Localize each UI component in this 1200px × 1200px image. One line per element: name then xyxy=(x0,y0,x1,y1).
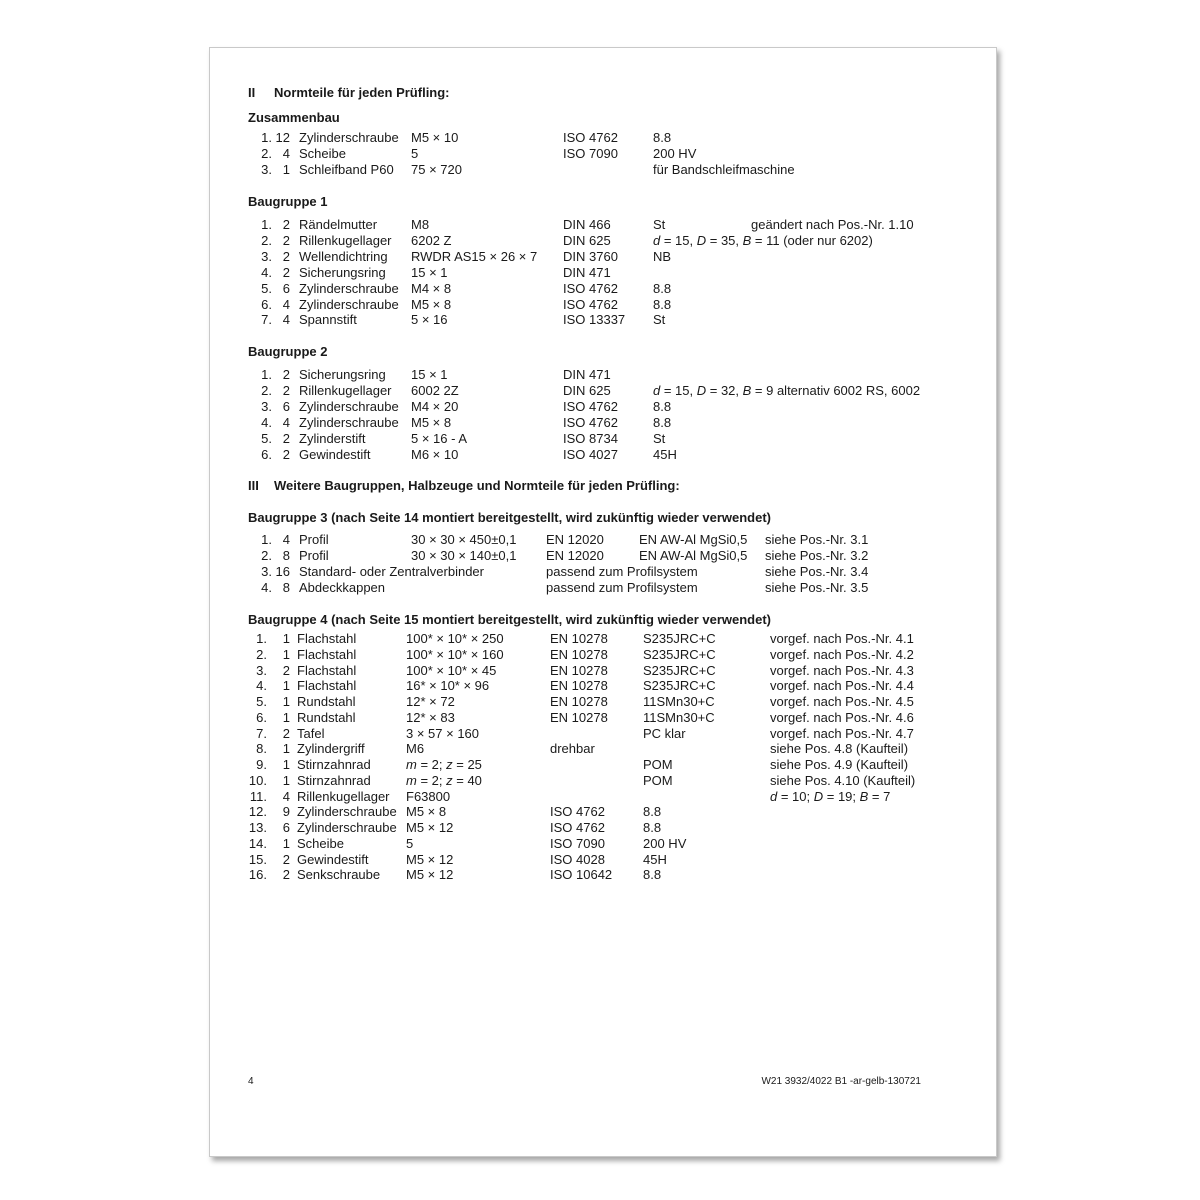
cell-pos: 6. xyxy=(261,296,272,312)
cell-norm: ISO 8734 xyxy=(563,430,618,446)
cell-dim: 15 × 1 xyxy=(411,264,448,280)
cell-qty: 4 xyxy=(282,296,290,312)
cell-name: Tafel xyxy=(297,725,325,741)
baugruppe4-row xyxy=(210,726,996,742)
cell-note: vorgef. nach Pos.-Nr. 4.5 xyxy=(770,694,914,709)
cell-dim: 5 xyxy=(406,835,414,851)
cell-note: d = 10; D = 19; B = 7 xyxy=(770,788,891,804)
cell-norm: EN 10278 xyxy=(550,631,608,646)
cell-name: Zylinderschraube xyxy=(299,130,399,145)
cell-dim: M8 xyxy=(411,217,430,232)
cell-pos: 7. xyxy=(261,312,272,328)
cell-qty: 1 xyxy=(282,741,290,757)
cell-qty: 1 xyxy=(282,646,290,662)
cell-norm: ISO 13337 xyxy=(563,312,626,328)
cell-pos: 10. xyxy=(248,772,267,788)
cell-dim: 30 × 30 × 450±0,1 xyxy=(411,532,517,547)
baugruppe4-row xyxy=(210,710,996,726)
cell-material: 8.8 xyxy=(643,867,662,883)
cell-dim: F63800 xyxy=(406,788,451,804)
baugruppe4-row xyxy=(210,867,996,883)
cell-dim: 5 × 16 - A xyxy=(411,430,468,446)
cell-material: NB xyxy=(653,248,672,264)
cell-material: PC klar xyxy=(643,725,686,741)
cell-dim: M5 × 8 xyxy=(411,414,452,430)
cell-dim: 30 × 30 × 140±0,1 xyxy=(411,547,517,563)
cell-pos: 11. xyxy=(249,788,267,804)
baugruppe4-row xyxy=(210,678,996,694)
baugruppe4-row xyxy=(210,820,996,836)
cell-material: 200 HV xyxy=(643,835,687,851)
cell-dim: M4 × 20 xyxy=(411,398,459,414)
cell-pos: 1. xyxy=(261,532,272,547)
cell-dim: M4 × 8 xyxy=(411,280,452,296)
cell-qty: 2 xyxy=(282,217,290,232)
cell-qty: 12 xyxy=(275,130,290,145)
cell-pos: 3. xyxy=(261,398,272,414)
cell-material: St xyxy=(653,430,666,446)
cell-name: Zylinderschraube xyxy=(297,804,397,820)
cell-qty: 1 xyxy=(282,757,290,772)
cell-qty: 2 xyxy=(282,430,290,446)
cell-qty: 2 xyxy=(282,367,290,382)
cell-pos: 6. xyxy=(261,446,272,462)
baugruppe4-row xyxy=(210,647,996,663)
cell-name: Rundstahl xyxy=(297,694,356,709)
cell-name: Zylinderschraube xyxy=(299,414,399,430)
baugruppe4-row xyxy=(210,804,996,820)
cell-name: Zylinderstift xyxy=(299,430,366,446)
cell-pos: 1. xyxy=(261,130,272,145)
cell-qty: 8 xyxy=(282,547,290,563)
cell-norm: EN 10278 xyxy=(550,678,608,694)
cell-qty: 4 xyxy=(282,532,290,547)
cell-material: 8.8 xyxy=(653,398,672,414)
cell-note: siehe Pos. 4.9 (Kaufteil) xyxy=(770,757,909,772)
cell-dim: 15 × 1 xyxy=(411,367,448,382)
cell-norm: EN 10278 xyxy=(550,646,608,662)
cell-material: POM xyxy=(643,757,673,772)
baugruppe1-row xyxy=(210,233,996,249)
cell-norm: DIN 625 xyxy=(563,232,611,248)
cell-norm: EN 12020 xyxy=(546,547,604,563)
cell-dim: 16* × 10* × 96 xyxy=(406,678,490,694)
cell-norm: ISO 7090 xyxy=(563,146,618,161)
cell-norm: DIN 471 xyxy=(563,367,611,382)
cell-qty: 2 xyxy=(282,264,290,280)
cell-material: für Bandschleifmaschine xyxy=(653,162,795,177)
cell-name: Sicherungsring xyxy=(299,264,386,280)
cell-pos: 2. xyxy=(261,232,272,248)
baugruppe2-row xyxy=(210,367,996,383)
cell-name: Gewindestift xyxy=(297,851,369,867)
cell-material: 8.8 xyxy=(653,296,672,312)
cell-note: siehe Pos. 4.10 (Kaufteil) xyxy=(770,772,916,788)
cell-name: Zylinderschraube xyxy=(297,820,397,835)
document-code: W21 3932/4022 B1 -ar-gelb-130721 xyxy=(761,1076,921,1087)
cell-name: Rillenkugellager xyxy=(299,382,392,398)
cell-dim: 75 × 720 xyxy=(411,162,462,177)
cell-material: 8.8 xyxy=(643,820,662,835)
cell-norm: DIN 471 xyxy=(563,264,611,280)
cell-qty: 4 xyxy=(282,414,290,430)
cell-material: 8.8 xyxy=(653,130,672,145)
cell-dim: RWDR AS15 × 26 × 7 xyxy=(411,248,538,264)
cell-material: d = 15, D = 35, B = 11 (oder nur 6202) xyxy=(653,232,873,248)
cell-name: Zylinderschraube xyxy=(299,398,399,414)
baugruppe4-row xyxy=(210,773,996,789)
cell-name: Rändelmutter xyxy=(299,217,378,232)
cell-material: 8.8 xyxy=(643,804,662,820)
cell-note: vorgef. nach Pos.-Nr. 4.2 xyxy=(770,646,914,662)
cell-norm: drehbar xyxy=(550,741,595,757)
cell-dim: 5 xyxy=(411,146,419,161)
cell-qty: 1 xyxy=(282,694,290,709)
cell-material: 200 HV xyxy=(653,146,697,161)
cell-material: S235JRC+C xyxy=(643,678,716,694)
cell-name: Scheibe xyxy=(299,146,346,161)
cell-dim: 5 × 16 xyxy=(411,312,448,328)
cell-qty: 16 xyxy=(275,563,290,579)
cell-material: 11SMn30+C xyxy=(643,709,715,725)
cell-name: Profil xyxy=(299,547,329,563)
cell-qty: 6 xyxy=(282,398,290,414)
baugruppe4-row xyxy=(210,836,996,852)
cell-note: geändert nach Pos.-Nr. 1.10 xyxy=(751,217,914,232)
cell-name: Flachstahl xyxy=(297,662,357,678)
cell-norm: ISO 4762 xyxy=(563,398,618,414)
cell-dim: 100* × 10* × 45 xyxy=(406,662,497,678)
cell-material: POM xyxy=(643,772,673,788)
section-heading-3: III Weitere Baugruppen, Halbzeuge und Normteile für jeden Prüfling: xyxy=(248,478,680,493)
cell-qty: 2 xyxy=(282,382,290,398)
baugruppe1-row xyxy=(210,281,996,297)
cell-material: St xyxy=(653,312,666,328)
cell-pos: 7. xyxy=(256,725,267,741)
cell-qty: 6 xyxy=(282,280,290,296)
cell-qty: 1 xyxy=(282,709,290,725)
cell-norm: ISO 4762 xyxy=(563,130,618,145)
cell-name: Schleifband P60 xyxy=(299,162,394,177)
baugruppe3-row xyxy=(210,548,996,564)
baugruppe4-row xyxy=(210,852,996,868)
cell-name: Wellendichtring xyxy=(299,248,388,264)
cell-name: Stirnzahnrad xyxy=(297,757,371,772)
cell-norm: ISO 4028 xyxy=(550,851,605,867)
cell-dim: M5 × 12 xyxy=(406,851,454,867)
cell-pos: 1. xyxy=(261,217,272,232)
cell-qty: 1 xyxy=(282,772,290,788)
baugruppe2-row xyxy=(210,415,996,431)
cell-qty: 2 xyxy=(282,725,290,741)
cell-dim: M5 × 8 xyxy=(411,296,452,312)
cell-qty: 4 xyxy=(282,146,290,161)
cell-pos: 4. xyxy=(261,414,272,430)
cell-pos: 3. xyxy=(256,662,267,678)
cell-name: Standard- oder Zentralverbinder xyxy=(299,563,484,579)
cell-norm: ISO 4027 xyxy=(563,446,618,462)
cell-note: siehe Pos. 4.8 (Kaufteil) xyxy=(770,741,909,757)
cell-pos: 2. xyxy=(261,146,272,161)
cell-pos: 12. xyxy=(248,804,267,820)
cell-note: vorgef. nach Pos.-Nr. 4.7 xyxy=(770,725,914,741)
cell-material: S235JRC+C xyxy=(643,646,716,662)
cell-pos: 5. xyxy=(261,280,272,296)
cell-dim: M5 × 10 xyxy=(411,130,459,145)
cell-pos: 2. xyxy=(261,547,272,563)
cell-pos: 1. xyxy=(256,631,267,646)
zusammenbau-heading: Zusammenbau xyxy=(248,110,340,125)
baugruppe3-row xyxy=(210,564,996,580)
cell-pos: 4. xyxy=(261,264,272,280)
cell-material: 11SMn30+C xyxy=(643,694,715,709)
cell-pos: 3. xyxy=(261,563,272,579)
cell-dim: 100* × 10* × 250 xyxy=(406,631,504,646)
cell-qty: 2 xyxy=(282,446,290,462)
cell-material: St xyxy=(653,217,666,232)
cell-name: Flachstahl xyxy=(297,646,357,662)
cell-dim: 3 × 57 × 160 xyxy=(406,725,480,741)
cell-norm: passend zum Profilsystem xyxy=(546,579,698,595)
cell-name: Scheibe xyxy=(297,835,344,851)
cell-name: Rillenkugellager xyxy=(297,788,390,804)
cell-dim: m = 2; z = 25 xyxy=(406,757,482,772)
cell-material: 8.8 xyxy=(653,414,672,430)
page-number: 4 xyxy=(248,1076,254,1087)
cell-note: vorgef. nach Pos.-Nr. 4.4 xyxy=(770,678,914,694)
cell-qty: 2 xyxy=(282,851,290,867)
cell-pos: 5. xyxy=(261,430,272,446)
cell-pos: 3. xyxy=(261,248,272,264)
cell-pos: 16. xyxy=(248,867,267,883)
baugruppe2-heading: Baugruppe 2 xyxy=(248,344,328,359)
cell-qty: 2 xyxy=(282,232,290,248)
cell-material: 45H xyxy=(653,446,677,462)
cell-pos: 2. xyxy=(256,646,267,662)
zusammenbau-row xyxy=(210,146,996,162)
baugruppe1-row xyxy=(210,297,996,313)
document-page xyxy=(209,47,997,1157)
cell-name: Rundstahl xyxy=(297,709,356,725)
cell-dim: m = 2; z = 40 xyxy=(406,772,482,788)
cell-dim: 6002 2Z xyxy=(411,382,459,398)
cell-dim: 6202 Z xyxy=(411,232,452,248)
cell-note: siehe Pos.-Nr. 3.5 xyxy=(765,579,869,595)
cell-norm: ISO 4762 xyxy=(550,804,605,820)
cell-note: siehe Pos.-Nr. 3.1 xyxy=(765,532,869,547)
cell-material: S235JRC+C xyxy=(643,662,716,678)
cell-material: 8.8 xyxy=(653,280,672,296)
cell-material: EN AW-Al MgSi0,5 xyxy=(639,547,748,563)
cell-material: EN AW-Al MgSi0,5 xyxy=(639,532,748,547)
cell-dim: M5 × 8 xyxy=(406,804,447,820)
baugruppe2-row xyxy=(210,383,996,399)
baugruppe1-row xyxy=(210,217,996,233)
baugruppe1-row xyxy=(210,265,996,281)
baugruppe4-row xyxy=(210,694,996,710)
cell-name: Flachstahl xyxy=(297,678,357,694)
baugruppe4-heading: Baugruppe 4 (nach Seite 15 montiert bereitgestellt, wird zukünftig wieder verwendet) xyxy=(248,612,771,627)
baugruppe2-row xyxy=(210,399,996,415)
cell-name: Sicherungsring xyxy=(299,367,386,382)
cell-pos: 4. xyxy=(261,579,272,595)
cell-norm: EN 10278 xyxy=(550,662,608,678)
cell-norm: ISO 10642 xyxy=(550,867,613,883)
cell-pos: 2. xyxy=(261,382,272,398)
cell-note: siehe Pos.-Nr. 3.2 xyxy=(765,547,869,563)
cell-qty: 1 xyxy=(282,678,290,694)
baugruppe3-row xyxy=(210,580,996,596)
cell-material: 45H xyxy=(643,851,667,867)
cell-note: vorgef. nach Pos.-Nr. 4.3 xyxy=(770,662,914,678)
cell-name: Rillenkugellager xyxy=(299,232,392,248)
cell-name: Spannstift xyxy=(299,312,357,328)
zusammenbau-row xyxy=(210,130,996,146)
baugruppe2-row xyxy=(210,431,996,447)
cell-pos: 5. xyxy=(256,694,267,709)
cell-note: vorgef. nach Pos.-Nr. 4.1 xyxy=(770,631,914,646)
baugruppe3-heading: Baugruppe 3 (nach Seite 14 montiert bereitgestellt, wird zukünftig wieder verwendet) xyxy=(248,510,771,525)
baugruppe4-row xyxy=(210,631,996,647)
cell-qty: 4 xyxy=(282,788,290,804)
cell-norm: passend zum Profilsystem xyxy=(546,563,698,579)
cell-qty: 2 xyxy=(282,248,290,264)
cell-dim: M6 xyxy=(406,741,425,757)
cell-norm: EN 12020 xyxy=(546,532,604,547)
cell-name: Zylinderschraube xyxy=(299,296,399,312)
cell-name: Zylindergriff xyxy=(297,741,365,757)
cell-dim: M5 × 12 xyxy=(406,867,454,883)
cell-pos: 4. xyxy=(256,678,267,694)
cell-dim: M5 × 12 xyxy=(406,820,454,835)
cell-qty: 6 xyxy=(282,820,290,835)
baugruppe4-row xyxy=(210,757,996,773)
cell-name: Abdeckkappen xyxy=(299,579,386,595)
baugruppe4-row xyxy=(210,789,996,805)
cell-dim: 12* × 72 xyxy=(406,694,455,709)
cell-pos: 9. xyxy=(256,757,267,772)
cell-norm: EN 10278 xyxy=(550,694,608,709)
cell-qty: 1 xyxy=(282,631,290,646)
cell-dim: 100* × 10* × 160 xyxy=(406,646,504,662)
cell-name: Flachstahl xyxy=(297,631,357,646)
cell-pos: 6. xyxy=(256,709,267,725)
cell-norm: DIN 3760 xyxy=(563,248,618,264)
baugruppe1-heading: Baugruppe 1 xyxy=(248,194,328,209)
baugruppe1-row xyxy=(210,312,996,328)
cell-name: Gewindestift xyxy=(299,446,371,462)
cell-qty: 2 xyxy=(282,867,290,883)
cell-qty: 9 xyxy=(282,804,290,820)
cell-norm: ISO 4762 xyxy=(563,280,618,296)
baugruppe3-row xyxy=(210,532,996,548)
cell-pos: 3. xyxy=(261,162,272,177)
cell-qty: 1 xyxy=(282,162,290,177)
baugruppe1-row xyxy=(210,249,996,265)
cell-qty: 1 xyxy=(282,835,290,851)
cell-pos: 13. xyxy=(248,820,267,835)
baugruppe4-row xyxy=(210,741,996,757)
cell-qty: 8 xyxy=(282,579,290,595)
cell-note: vorgef. nach Pos.-Nr. 4.6 xyxy=(770,709,914,725)
cell-qty: 2 xyxy=(282,662,290,678)
zusammenbau-row xyxy=(210,162,996,178)
cell-name: Profil xyxy=(299,532,329,547)
cell-qty: 4 xyxy=(282,312,290,328)
cell-note: siehe Pos.-Nr. 3.4 xyxy=(765,563,869,579)
cell-norm: DIN 466 xyxy=(563,217,611,232)
cell-pos: 15. xyxy=(248,851,267,867)
cell-pos: 14. xyxy=(248,835,267,851)
cell-norm: ISO 4762 xyxy=(563,296,618,312)
cell-name: Zylinderschraube xyxy=(299,280,399,296)
cell-norm: ISO 4762 xyxy=(550,820,605,835)
cell-material: S235JRC+C xyxy=(643,631,716,646)
cell-name: Stirnzahnrad xyxy=(297,772,371,788)
cell-pos: 8. xyxy=(256,741,267,757)
cell-norm: ISO 7090 xyxy=(550,835,605,851)
section-heading-2: II Normteile für jeden Prüfling: xyxy=(248,85,450,100)
cell-pos: 1. xyxy=(261,367,272,382)
baugruppe2-row xyxy=(210,447,996,463)
cell-norm: DIN 625 xyxy=(563,382,611,398)
cell-norm: ISO 4762 xyxy=(563,414,618,430)
cell-name: Senkschraube xyxy=(297,867,381,883)
cell-dim: 12* × 83 xyxy=(406,709,455,725)
cell-material: d = 15, D = 32, B = 9 alternativ 6002 RS, 6002 xyxy=(653,382,921,398)
cell-dim: M6 × 10 xyxy=(411,446,459,462)
cell-norm: EN 10278 xyxy=(550,709,608,725)
baugruppe4-row xyxy=(210,663,996,679)
